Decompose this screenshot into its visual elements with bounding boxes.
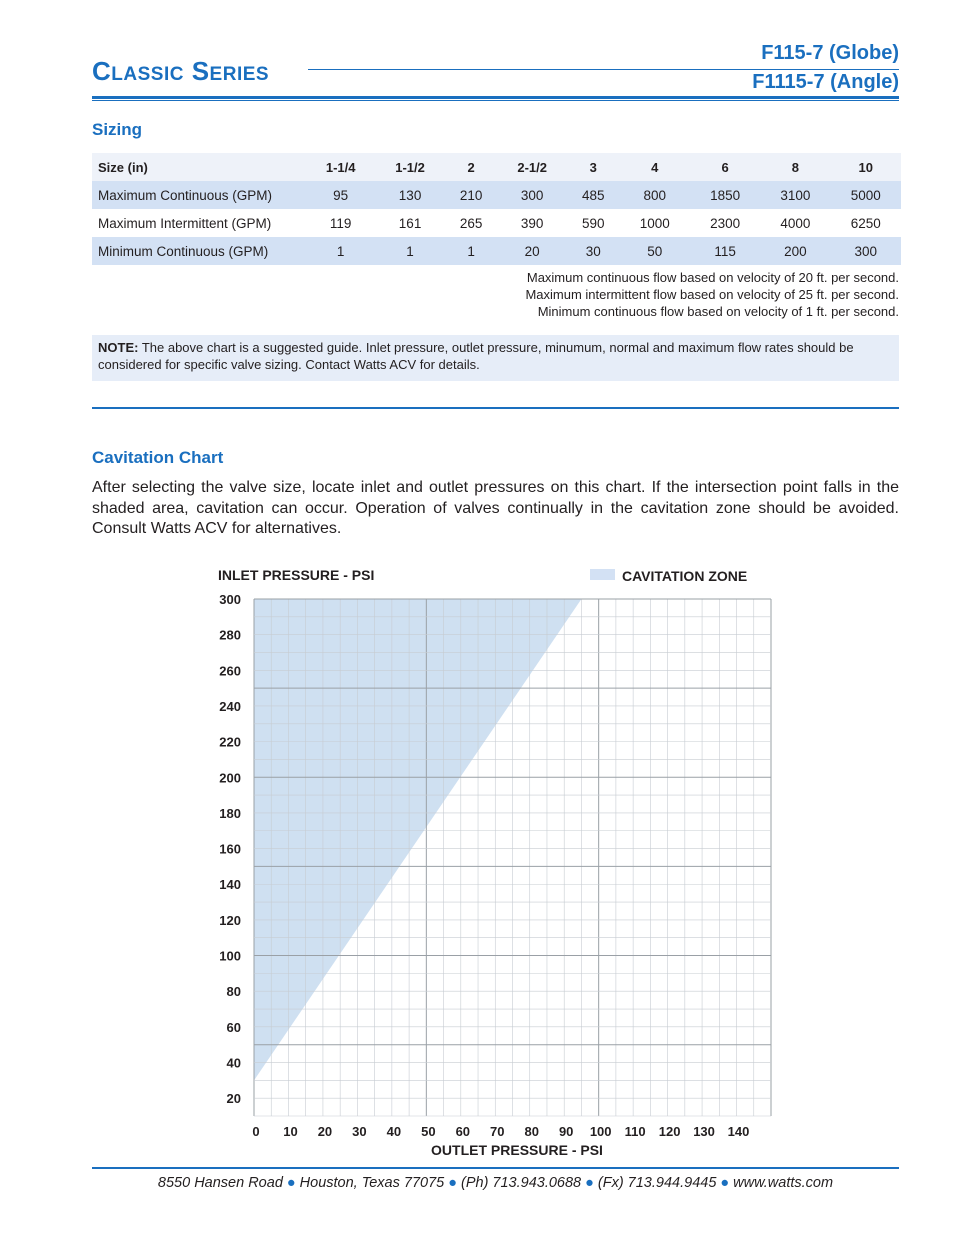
x-tick-label: 0: [252, 1124, 260, 1139]
column-header: 2: [445, 153, 498, 181]
x-tick-label: 130: [693, 1124, 715, 1139]
x-tick-label: 20: [317, 1124, 333, 1139]
bullet-icon: ●: [720, 1175, 730, 1191]
table-cell: 1850: [690, 181, 760, 209]
y-tick-label: 100: [219, 948, 241, 964]
table-cell: 119: [306, 209, 375, 237]
y-tick-label: 220: [219, 734, 241, 750]
column-header: 1-1/2: [375, 153, 444, 181]
y-tick-label: 20: [226, 1091, 241, 1107]
table-cell: 161: [375, 209, 444, 237]
column-header: 4: [620, 153, 690, 181]
table-cell: 200: [760, 237, 830, 265]
column-header: 1-1/4: [306, 153, 375, 181]
model-angle: F1115-7 (Angle): [752, 71, 899, 93]
x-tick-label: 110: [624, 1124, 646, 1139]
x-tick-label: 50: [421, 1124, 436, 1139]
bullet-icon: ●: [585, 1175, 594, 1191]
cavitation-heading: Cavitation Chart: [92, 448, 224, 467]
legend-swatch: [590, 569, 615, 580]
table-cell: 2300: [690, 209, 760, 237]
x-tick-label: 40: [386, 1124, 402, 1139]
y-tick-label: 180: [219, 805, 241, 821]
x-tick-label: 80: [524, 1124, 539, 1139]
table-cell: 50: [620, 237, 690, 265]
bullet-icon: ●: [286, 1175, 296, 1191]
table-cell: 300: [831, 237, 901, 265]
footer-web[interactable]: www.watts.com: [733, 1175, 834, 1191]
y-tick-label: 280: [219, 627, 241, 643]
table-cell: 6250: [831, 209, 901, 237]
table-cell: 4000: [760, 209, 830, 237]
cavitation-paragraph: After selecting the valve size, locate inlet and outlet pressures on this chart. If the intersection point falls in the shaded area, cavitation can occur. Operation of valves continually in the cavitation zone should be avoided. Consult Watts ACV for alternatives.: [92, 479, 899, 537]
row-label: Minimum Continuous (GPM): [92, 237, 306, 265]
x-tick-label: 90: [558, 1124, 574, 1139]
table-cell: 1: [445, 237, 498, 265]
table-cell: 590: [567, 209, 620, 237]
table-cell: 1000: [620, 209, 690, 237]
y-tick-label: 40: [226, 1055, 241, 1071]
column-header: 2-1/2: [497, 153, 566, 181]
y-axis-label: INLET PRESSURE - PSI: [218, 567, 375, 583]
footnote: Maximum intermittent flow based on velocity of 25 ft. per second.: [525, 287, 899, 302]
table-cell: 30: [567, 237, 620, 265]
column-header: 10: [831, 153, 901, 181]
y-tick-label: 60: [226, 1019, 241, 1035]
series-title: CLASSIC SERIES: [92, 56, 270, 86]
row-label: Maximum Continuous (GPM): [92, 181, 306, 209]
y-tick-label: 120: [219, 912, 241, 928]
x-axis-label: OUTLET PRESSURE - PSI: [431, 1142, 603, 1158]
table-cell: 485: [567, 181, 620, 209]
table-cell: 95: [306, 181, 375, 209]
table-cell: 20: [497, 237, 566, 265]
cavitation-zone: [254, 599, 581, 1080]
sizing-heading: Sizing: [92, 120, 143, 139]
y-tick-label: 200: [219, 770, 241, 786]
x-tick-label: 10: [283, 1124, 298, 1139]
y-tick-label: 160: [219, 841, 241, 857]
legend-label: CAVITATION ZONE: [622, 568, 748, 584]
column-header: 6: [690, 153, 760, 181]
x-tick-label: 100: [589, 1124, 612, 1139]
y-tick-label: 260: [219, 663, 241, 679]
y-tick-label: 140: [219, 877, 241, 893]
x-tick-label: 140: [727, 1124, 750, 1139]
x-tick-label: 60: [455, 1124, 471, 1139]
y-tick-label: 240: [219, 698, 241, 714]
y-tick-label: 300: [219, 592, 241, 607]
column-header: 8: [760, 153, 830, 181]
table-cell: 1: [306, 237, 375, 265]
table-cell: 3100: [760, 181, 830, 209]
note-text: The above chart is a suggested guide. Inlet pressure, outlet pressure, minumum, normal and maximum flow rates should be considered for specific valve sizing. Contact Watts ACV for details.: [98, 340, 854, 372]
note-label: NOTE:: [98, 340, 139, 355]
table-cell: 265: [445, 209, 498, 237]
footer-city: Houston, Texas 77075: [299, 1175, 445, 1191]
x-tick-label: 70: [490, 1124, 505, 1139]
x-tick-label: 30: [352, 1124, 367, 1139]
x-tick-label: 120: [658, 1124, 681, 1139]
table-cell: 390: [497, 209, 566, 237]
table-cell: 115: [690, 237, 760, 265]
footer: [92, 1175, 899, 1191]
footnote: Minimum continuous flow based on velocity of 1 ft. per second.: [537, 304, 899, 319]
footer-fax: (Fx) 713.944.9445: [597, 1175, 717, 1191]
column-header: Size (in): [92, 153, 306, 181]
table-cell: 210: [445, 181, 498, 209]
footnote: Maximum continuous flow based on velocity of 20 ft. per second.: [526, 270, 899, 285]
footer-rule: [92, 1167, 899, 1169]
table-cell: 1: [375, 237, 444, 265]
table-cell: 130: [375, 181, 444, 209]
row-label: Maximum Intermittent (GPM): [92, 209, 306, 237]
table-cell: 5000: [831, 181, 901, 209]
model-globe: F115-7 (Globe): [761, 42, 899, 64]
y-tick-label: 80: [226, 984, 241, 1000]
footer-phone: (Ph) 713.943.0688: [461, 1175, 582, 1191]
column-header: 3: [567, 153, 620, 181]
bullet-icon: ●: [448, 1175, 457, 1191]
table-cell: 800: [620, 181, 690, 209]
footer-address: 8550 Hansen Road: [157, 1175, 283, 1191]
table-cell: 300: [497, 181, 566, 209]
